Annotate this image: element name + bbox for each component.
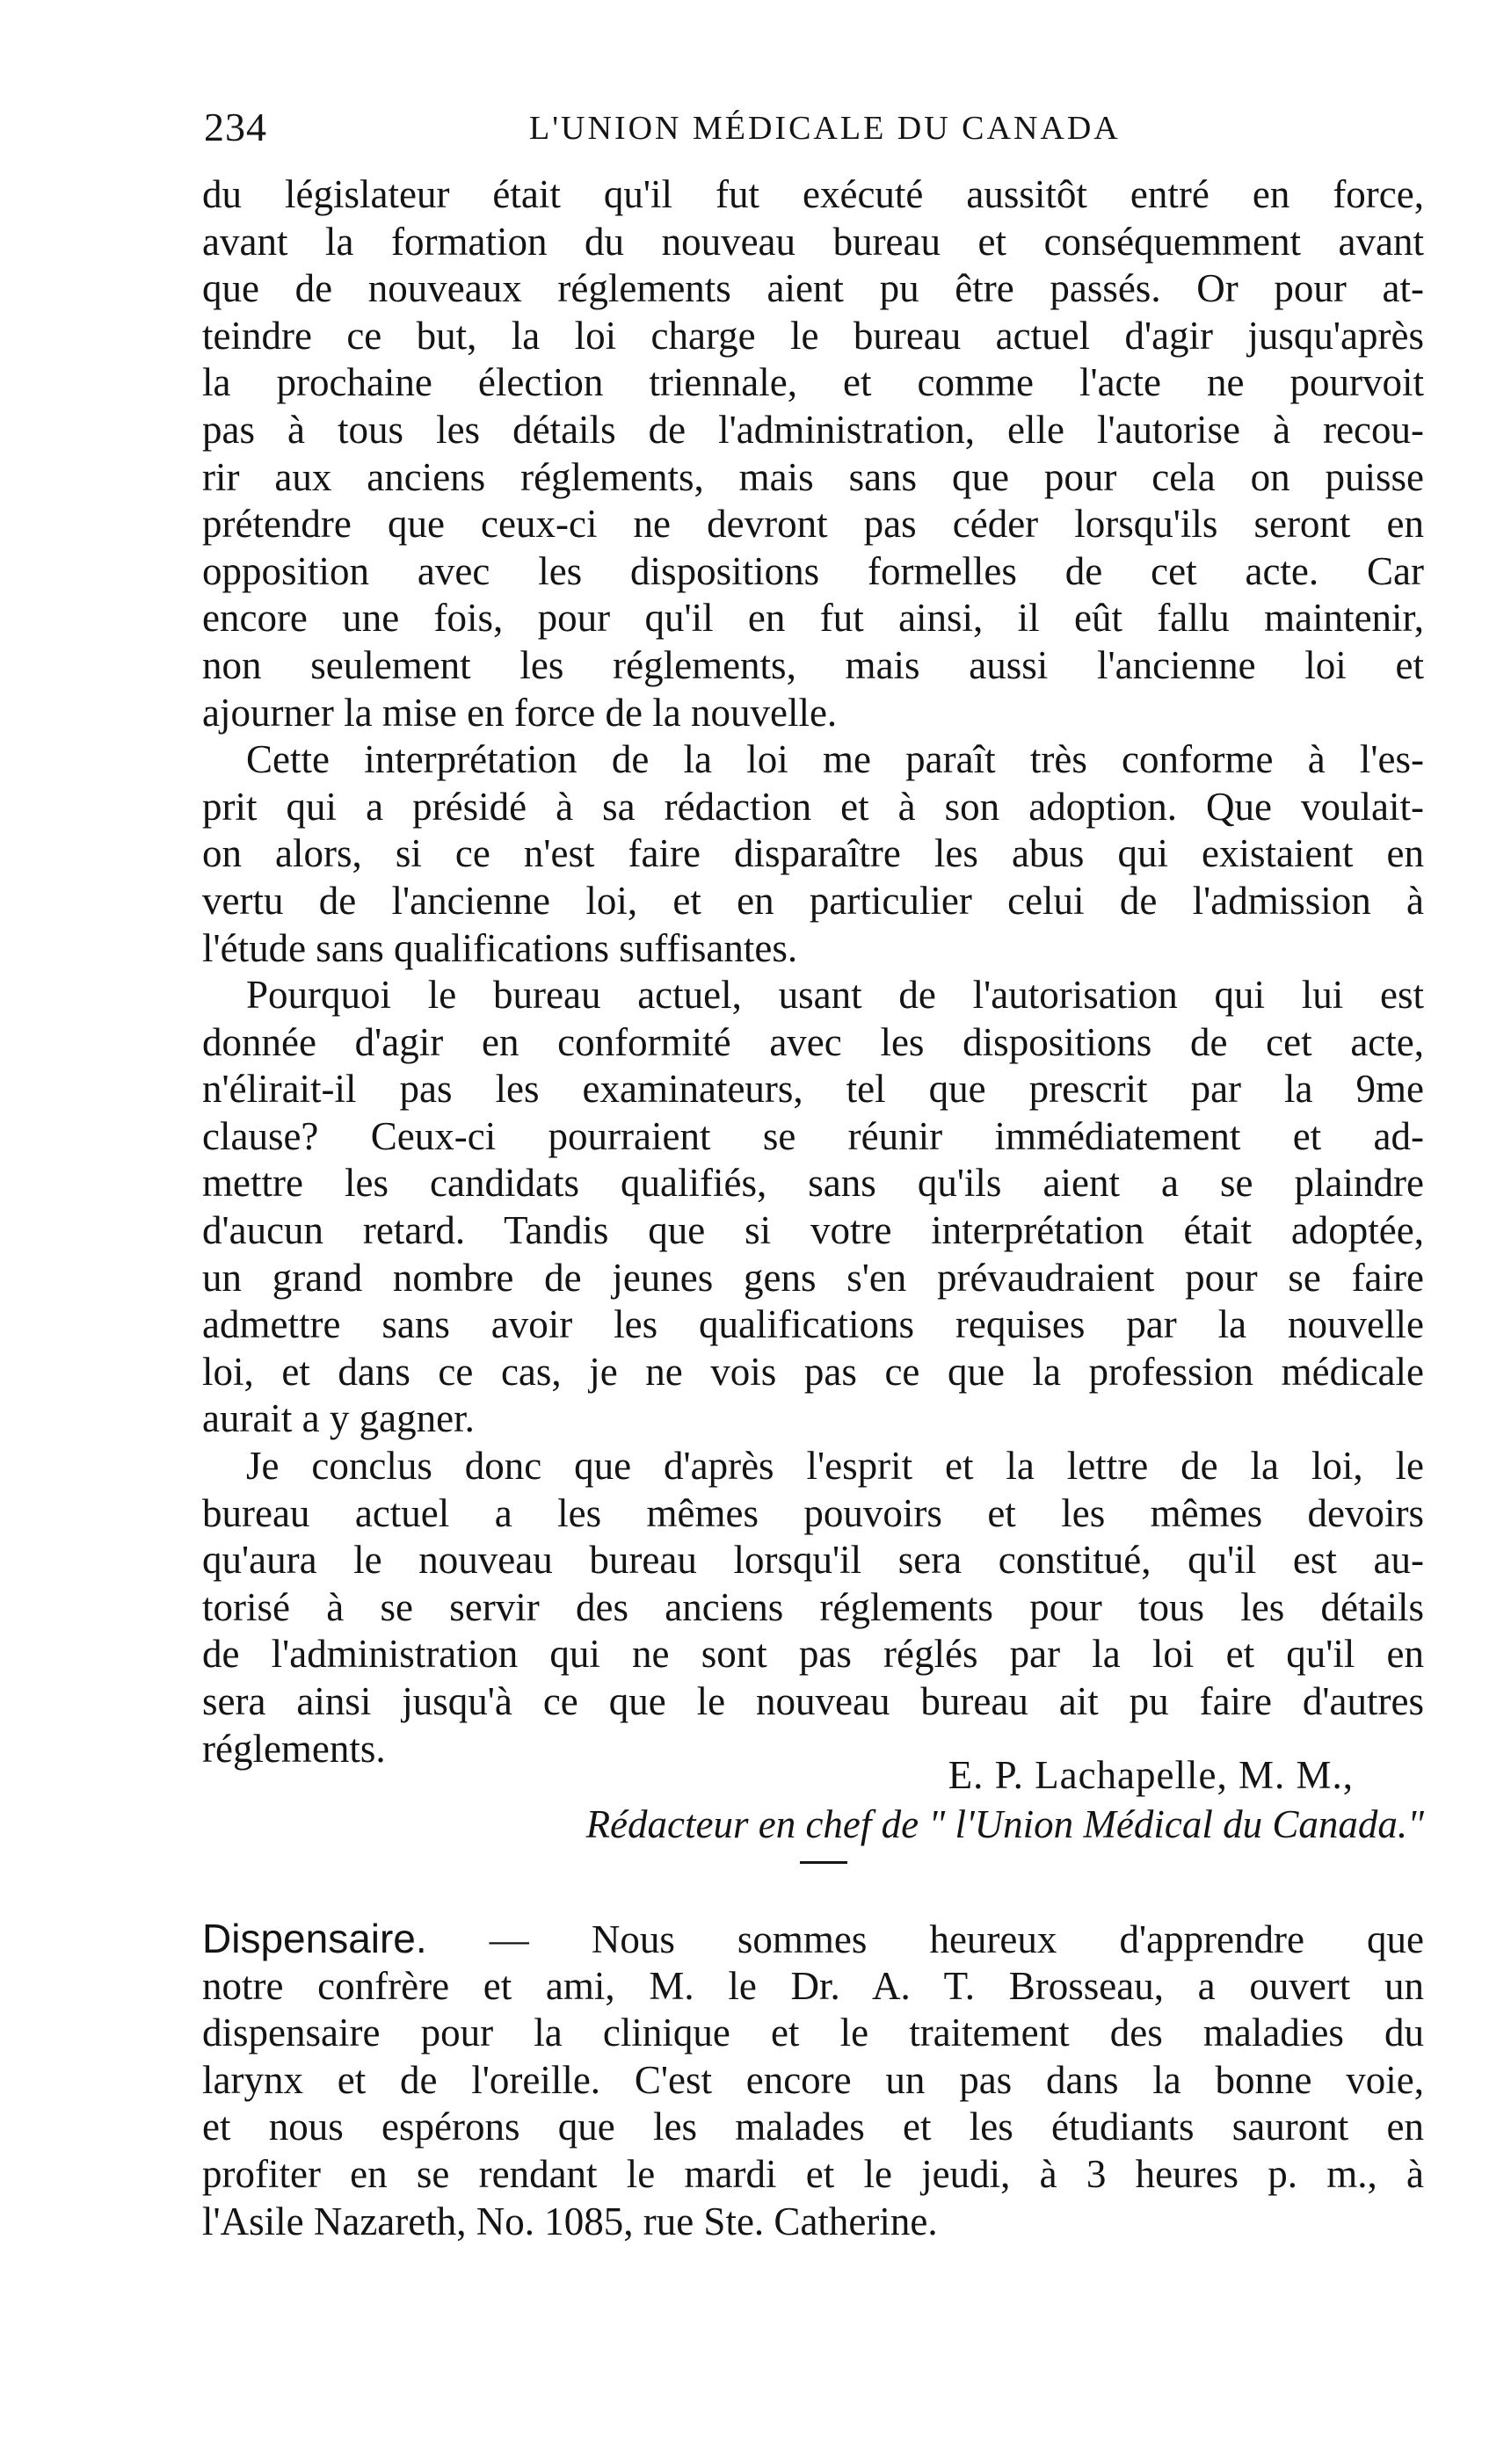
author-name: E. P. Lachapelle, M. M., xyxy=(948,1753,1354,1797)
body-line: prit qui a présidé à sa rédaction et à son adoption. Que voulait- xyxy=(202,784,1424,829)
body-line: de l'administration qui ne sont pas réglés par la loi et qu'il en xyxy=(202,1632,1424,1677)
body-line: clause? Ceux-ci pourraient se réunir immédiatement et ad- xyxy=(202,1113,1424,1158)
notice-line xyxy=(202,1916,1424,1963)
notice-text: — Nous sommes heureux d'apprendre que xyxy=(426,1917,1424,1961)
body-line: ajourner la mise en force de la nouvelle. xyxy=(202,690,838,735)
body-line: la prochaine élection triennale, et comme l'acte ne pourvoit xyxy=(202,360,1424,405)
body-line: donnée d'agir en conformité avec les dispositions de cet acte, xyxy=(202,1019,1424,1064)
body-line: pas à tous les détails de l'administration, elle l'autorise à recou- xyxy=(202,407,1424,452)
page-number: 234 xyxy=(204,105,267,149)
notice-line: l'Asile Nazareth, No. 1085, rue Ste. Catherine. xyxy=(202,2199,938,2243)
page-header xyxy=(204,104,1417,156)
body-line: sera ainsi jusqu'à ce que le nouveau bureau ait pu faire d'autres xyxy=(202,1679,1424,1723)
body-line: d'aucun retard. Tandis que si votre interprétation était adoptée, xyxy=(202,1208,1424,1253)
notice-line: profiter en se rendant le mardi et le jeudi, à 3 heures p. m., à xyxy=(202,2151,1424,2196)
body-line: vertu de l'ancienne loi, et en particulier celui de l'admission à xyxy=(202,878,1424,923)
section-divider xyxy=(800,1861,847,1864)
body-line: rir aux anciens réglements, mais sans que pour cela on puisse xyxy=(202,454,1424,499)
body-line: Pourquoi le bureau actuel, usant de l'autorisation qui lui est xyxy=(246,973,1424,1018)
body-line: qu'aura le nouveau bureau lorsqu'il sera constitué, qu'il est au- xyxy=(202,1538,1424,1583)
body-line: teindre ce but, la loi charge le bureau actuel d'agir jusqu'après xyxy=(202,313,1424,358)
running-head: L'UNION MÉDICALE DU CANADA xyxy=(529,110,1121,147)
body-line: un grand nombre de jeunes gens s'en prévaudraient pour se faire xyxy=(202,1255,1424,1300)
author-title: Rédacteur en chef de " l'Union Médical du Canada." xyxy=(585,1802,1424,1846)
notice-heading: Dispensaire. xyxy=(202,1916,427,1961)
notice-line: larynx et de l'oreille. C'est encore un pas dans la bonne voie, xyxy=(202,2057,1424,2102)
body-line: mettre les candidats qualifiés, sans qu'ils aient a se plaindre xyxy=(202,1161,1424,1206)
notice-line: notre confrère et ami, M. le Dr. A. T. Brosseau, a ouvert un xyxy=(202,1963,1424,2008)
body-line: non seulement les réglements, mais aussi l'ancienne loi et xyxy=(202,642,1424,687)
body-line: avant la formation du nouveau bureau et conséquemment avant xyxy=(202,219,1424,264)
body-line: Cette interprétation de la loi me paraît très conforme à l'es- xyxy=(246,737,1424,782)
notice-line: et nous espérons que les malades et les étudiants sauront en xyxy=(202,2105,1424,2149)
body-line: aurait a y gagner. xyxy=(202,1396,475,1441)
body-line: torisé à se servir des anciens réglements pour tous les détails xyxy=(202,1584,1424,1629)
body-line: Je conclus donc que d'après l'esprit et la lettre de la loi, le xyxy=(246,1444,1424,1489)
body-line: bureau actuel a les mêmes pouvoirs et les mêmes devoirs xyxy=(202,1490,1424,1535)
article-body xyxy=(202,171,1424,1772)
signature-block xyxy=(202,1750,1424,1849)
body-line: n'élirait-il pas les examinateurs, tel que prescrit par la 9me xyxy=(202,1067,1424,1112)
body-line: l'étude sans qualifications suffisantes. xyxy=(202,925,798,970)
body-line: admettre sans avoir les qualifications requises par la nouvelle xyxy=(202,1302,1424,1347)
body-line: encore une fois, pour qu'il en fut ainsi, il eût fallu maintenir, xyxy=(202,596,1424,641)
body-line: on alors, si ce n'est faire disparaître les abus qui existaient en xyxy=(202,831,1424,876)
body-line: du législateur était qu'il fut exécuté aussitôt entré en force, xyxy=(202,172,1424,216)
body-line: opposition avec les dispositions formelles de cet acte. Car xyxy=(202,548,1424,593)
dispensaire-notice xyxy=(202,1916,1424,2245)
body-line: prétendre que ceux-ci ne devront pas céder lorsqu'ils seront en xyxy=(202,502,1424,547)
body-line: que de nouveaux réglements aient pu être passés. Or pour at- xyxy=(202,266,1424,311)
body-line: réglements. xyxy=(202,1726,386,1771)
notice-line: dispensaire pour la clinique et le traitement des maladies du xyxy=(202,2011,1424,2055)
body-line: loi, et dans ce cas, je ne vois pas ce que la profession médicale xyxy=(202,1349,1424,1394)
